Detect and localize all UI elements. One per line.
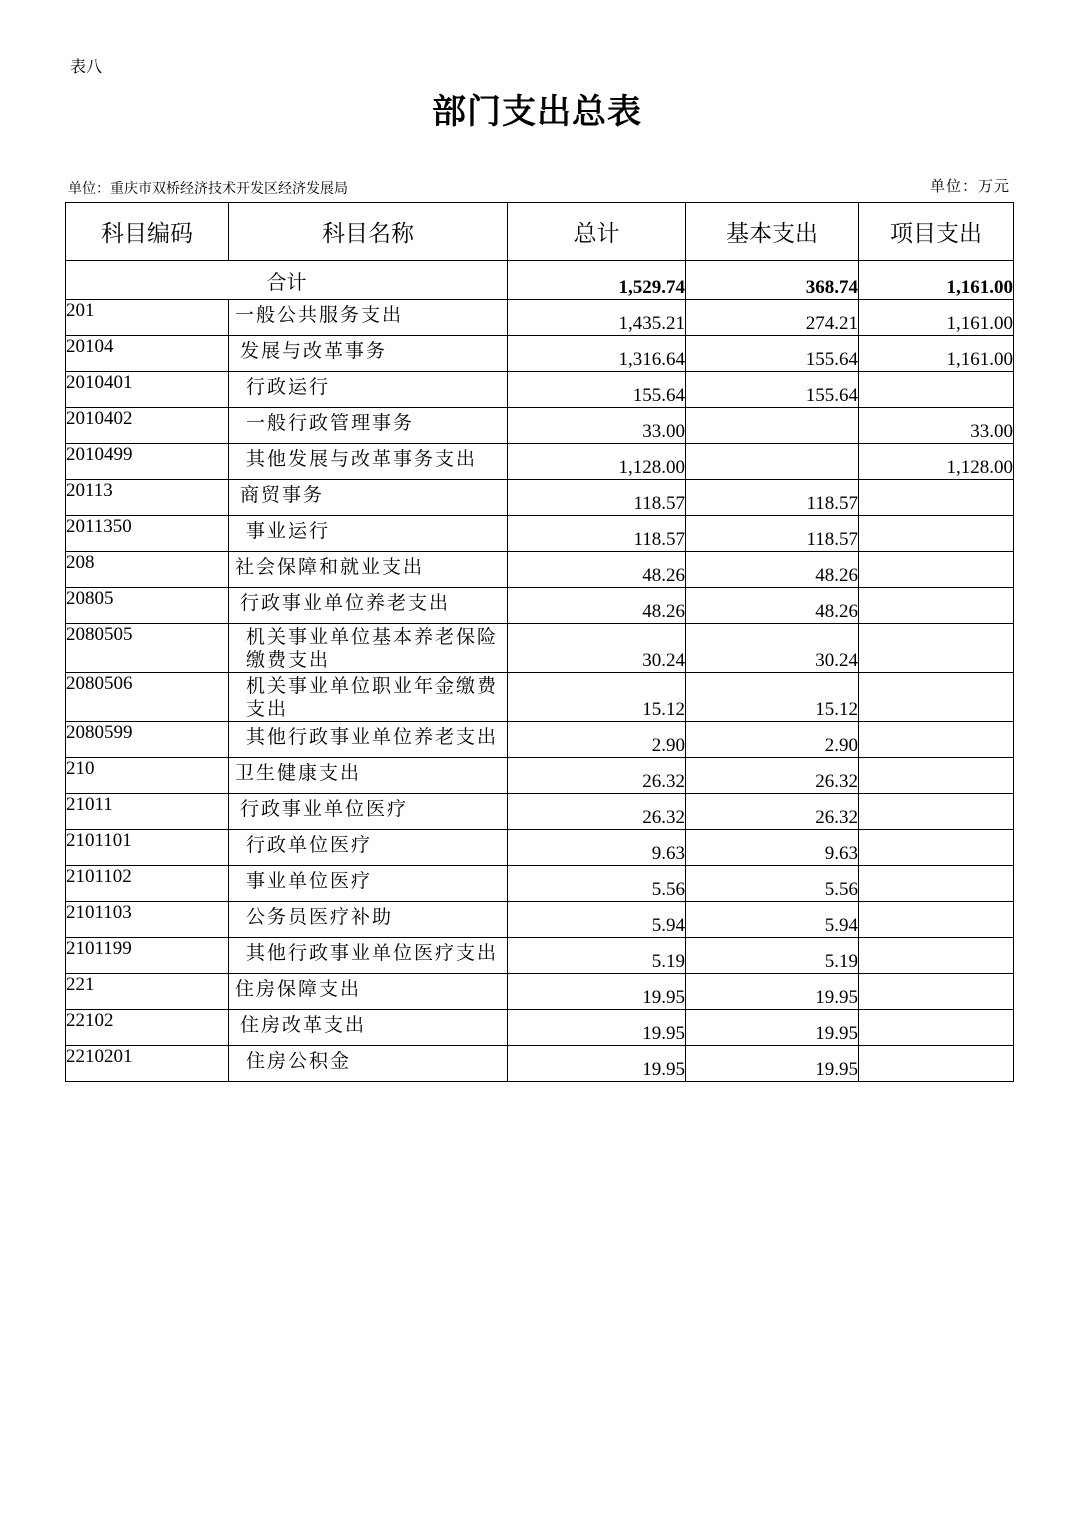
row-basic-cell: 48.26 — [686, 552, 859, 588]
row-project-cell — [859, 830, 1014, 866]
row-project-cell — [859, 722, 1014, 758]
row-project-cell — [859, 938, 1014, 974]
table-row — [66, 480, 1014, 516]
row-total-cell: 15.12 — [508, 673, 686, 722]
table-row — [66, 830, 1014, 866]
row-name-cell: 行政事业单位养老支出 — [229, 588, 508, 624]
row-code-cell: 210 — [66, 758, 229, 794]
total-row — [66, 261, 1014, 300]
row-code-cell: 20805 — [66, 588, 229, 624]
row-total-cell: 5.19 — [508, 938, 686, 974]
row-project-cell: 33.00 — [859, 408, 1014, 444]
table-row — [66, 673, 1014, 722]
row-total-cell: 118.57 — [508, 480, 686, 516]
table-row — [66, 372, 1014, 408]
row-basic-cell — [686, 408, 859, 444]
row-code-cell: 22102 — [66, 1010, 229, 1046]
column-header-code: 科目编码 — [66, 203, 229, 261]
row-name-cell: 商贸事务 — [229, 480, 508, 516]
row-total-cell: 19.95 — [508, 974, 686, 1010]
row-basic-cell: 155.64 — [686, 372, 859, 408]
row-total-cell: 5.94 — [508, 902, 686, 938]
row-basic-cell — [686, 444, 859, 480]
row-total-cell: 1,128.00 — [508, 444, 686, 480]
row-project-cell — [859, 902, 1014, 938]
table-row — [66, 866, 1014, 902]
row-name-cell: 行政运行 — [229, 372, 508, 408]
row-name-cell: 机关事业单位职业年金缴费支出 — [229, 673, 508, 722]
row-basic-cell: 9.63 — [686, 830, 859, 866]
table-row — [66, 624, 1014, 673]
row-name-cell: 其他行政事业单位医疗支出 — [229, 938, 508, 974]
total-basic: 368.74 — [686, 261, 859, 300]
row-total-cell: 1,316.64 — [508, 336, 686, 372]
row-project-cell — [859, 794, 1014, 830]
row-total-cell: 26.32 — [508, 794, 686, 830]
row-code-cell: 221 — [66, 974, 229, 1010]
row-name-cell: 机关事业单位基本养老保险缴费支出 — [229, 624, 508, 673]
table-row — [66, 758, 1014, 794]
row-code-cell: 2101102 — [66, 866, 229, 902]
row-total-cell: 118.57 — [508, 516, 686, 552]
table-row — [66, 1046, 1014, 1082]
table-row — [66, 902, 1014, 938]
column-header-project: 项目支出 — [859, 203, 1014, 261]
row-basic-cell: 118.57 — [686, 516, 859, 552]
row-total-cell: 19.95 — [508, 1010, 686, 1046]
table-row — [66, 516, 1014, 552]
row-name-cell: 其他发展与改革事务支出 — [229, 444, 508, 480]
row-project-cell — [859, 1046, 1014, 1082]
row-basic-cell: 155.64 — [686, 336, 859, 372]
table-number-label: 表八 — [70, 57, 103, 76]
table-row — [66, 336, 1014, 372]
row-name-cell: 社会保障和就业支出 — [229, 552, 508, 588]
row-code-cell: 2080506 — [66, 673, 229, 722]
row-basic-cell: 118.57 — [686, 480, 859, 516]
row-basic-cell: 19.95 — [686, 1010, 859, 1046]
row-total-cell: 2.90 — [508, 722, 686, 758]
row-name-cell: 发展与改革事务 — [229, 336, 508, 372]
row-total-cell: 1,435.21 — [508, 300, 686, 336]
expense-table — [65, 202, 1014, 1082]
row-total-cell: 155.64 — [508, 372, 686, 408]
row-name-cell: 一般公共服务支出 — [229, 300, 508, 336]
total-sum: 1,529.74 — [508, 261, 686, 300]
row-code-cell: 2080505 — [66, 624, 229, 673]
table-row — [66, 1010, 1014, 1046]
table-header-row — [66, 203, 1014, 261]
row-code-cell: 2011350 — [66, 516, 229, 552]
total-label: 合计 — [66, 261, 508, 300]
row-project-cell — [859, 1010, 1014, 1046]
row-basic-cell: 19.95 — [686, 1046, 859, 1082]
row-basic-cell: 19.95 — [686, 974, 859, 1010]
row-code-cell: 2101103 — [66, 902, 229, 938]
row-code-cell: 2010401 — [66, 372, 229, 408]
row-name-cell: 其他行政事业单位养老支出 — [229, 722, 508, 758]
row-code-cell: 208 — [66, 552, 229, 588]
row-code-cell: 2010499 — [66, 444, 229, 480]
row-total-cell: 5.56 — [508, 866, 686, 902]
table-row — [66, 444, 1014, 480]
row-project-cell: 1,161.00 — [859, 300, 1014, 336]
table-row — [66, 794, 1014, 830]
row-name-cell: 公务员医疗补助 — [229, 902, 508, 938]
row-name-cell: 卫生健康支出 — [229, 758, 508, 794]
row-project-cell — [859, 372, 1014, 408]
row-name-cell: 行政单位医疗 — [229, 830, 508, 866]
department-unit-label: 单位：重庆市双桥经济技术开发区经济发展局 — [68, 181, 348, 197]
row-basic-cell: 2.90 — [686, 722, 859, 758]
row-project-cell — [859, 866, 1014, 902]
row-code-cell: 2101199 — [66, 938, 229, 974]
row-code-cell: 2210201 — [66, 1046, 229, 1082]
table-row — [66, 552, 1014, 588]
table-row — [66, 300, 1014, 336]
row-total-cell: 30.24 — [508, 624, 686, 673]
table-row — [66, 588, 1014, 624]
row-name-cell: 事业单位医疗 — [229, 866, 508, 902]
row-basic-cell: 5.94 — [686, 902, 859, 938]
row-code-cell: 201 — [66, 300, 229, 336]
row-project-cell — [859, 552, 1014, 588]
total-project: 1,161.00 — [859, 261, 1014, 300]
row-code-cell: 2010402 — [66, 408, 229, 444]
column-header-name: 科目名称 — [229, 203, 508, 261]
table-row — [66, 722, 1014, 758]
table-row — [66, 408, 1014, 444]
row-total-cell: 33.00 — [508, 408, 686, 444]
row-basic-cell: 15.12 — [686, 673, 859, 722]
row-project-cell — [859, 624, 1014, 673]
row-name-cell: 住房公积金 — [229, 1046, 508, 1082]
row-code-cell: 2080599 — [66, 722, 229, 758]
row-total-cell: 19.95 — [508, 1046, 686, 1082]
row-basic-cell: 274.21 — [686, 300, 859, 336]
row-name-cell: 住房保障支出 — [229, 974, 508, 1010]
row-total-cell: 26.32 — [508, 758, 686, 794]
row-basic-cell: 5.19 — [686, 938, 859, 974]
row-code-cell: 20113 — [66, 480, 229, 516]
row-basic-cell: 48.26 — [686, 588, 859, 624]
row-project-cell — [859, 516, 1014, 552]
currency-unit-label: 单位：万元 — [929, 177, 1010, 195]
row-project-cell: 1,161.00 — [859, 336, 1014, 372]
row-code-cell: 2101101 — [66, 830, 229, 866]
page-title: 部门支出总表 — [432, 92, 642, 132]
row-name-cell: 一般行政管理事务 — [229, 408, 508, 444]
row-total-cell: 48.26 — [508, 588, 686, 624]
row-code-cell: 21011 — [66, 794, 229, 830]
row-basic-cell: 26.32 — [686, 758, 859, 794]
row-name-cell: 事业运行 — [229, 516, 508, 552]
row-project-cell — [859, 588, 1014, 624]
row-project-cell — [859, 673, 1014, 722]
row-name-cell: 住房改革支出 — [229, 1010, 508, 1046]
row-project-cell — [859, 974, 1014, 1010]
row-name-cell: 行政事业单位医疗 — [229, 794, 508, 830]
row-project-cell — [859, 758, 1014, 794]
row-project-cell: 1,128.00 — [859, 444, 1014, 480]
row-basic-cell: 30.24 — [686, 624, 859, 673]
table-row — [66, 938, 1014, 974]
row-basic-cell: 26.32 — [686, 794, 859, 830]
row-total-cell: 48.26 — [508, 552, 686, 588]
column-header-basic: 基本支出 — [686, 203, 859, 261]
column-header-total: 总计 — [508, 203, 686, 261]
table-row — [66, 974, 1014, 1010]
row-project-cell — [859, 480, 1014, 516]
row-code-cell: 20104 — [66, 336, 229, 372]
row-total-cell: 9.63 — [508, 830, 686, 866]
row-basic-cell: 5.56 — [686, 866, 859, 902]
